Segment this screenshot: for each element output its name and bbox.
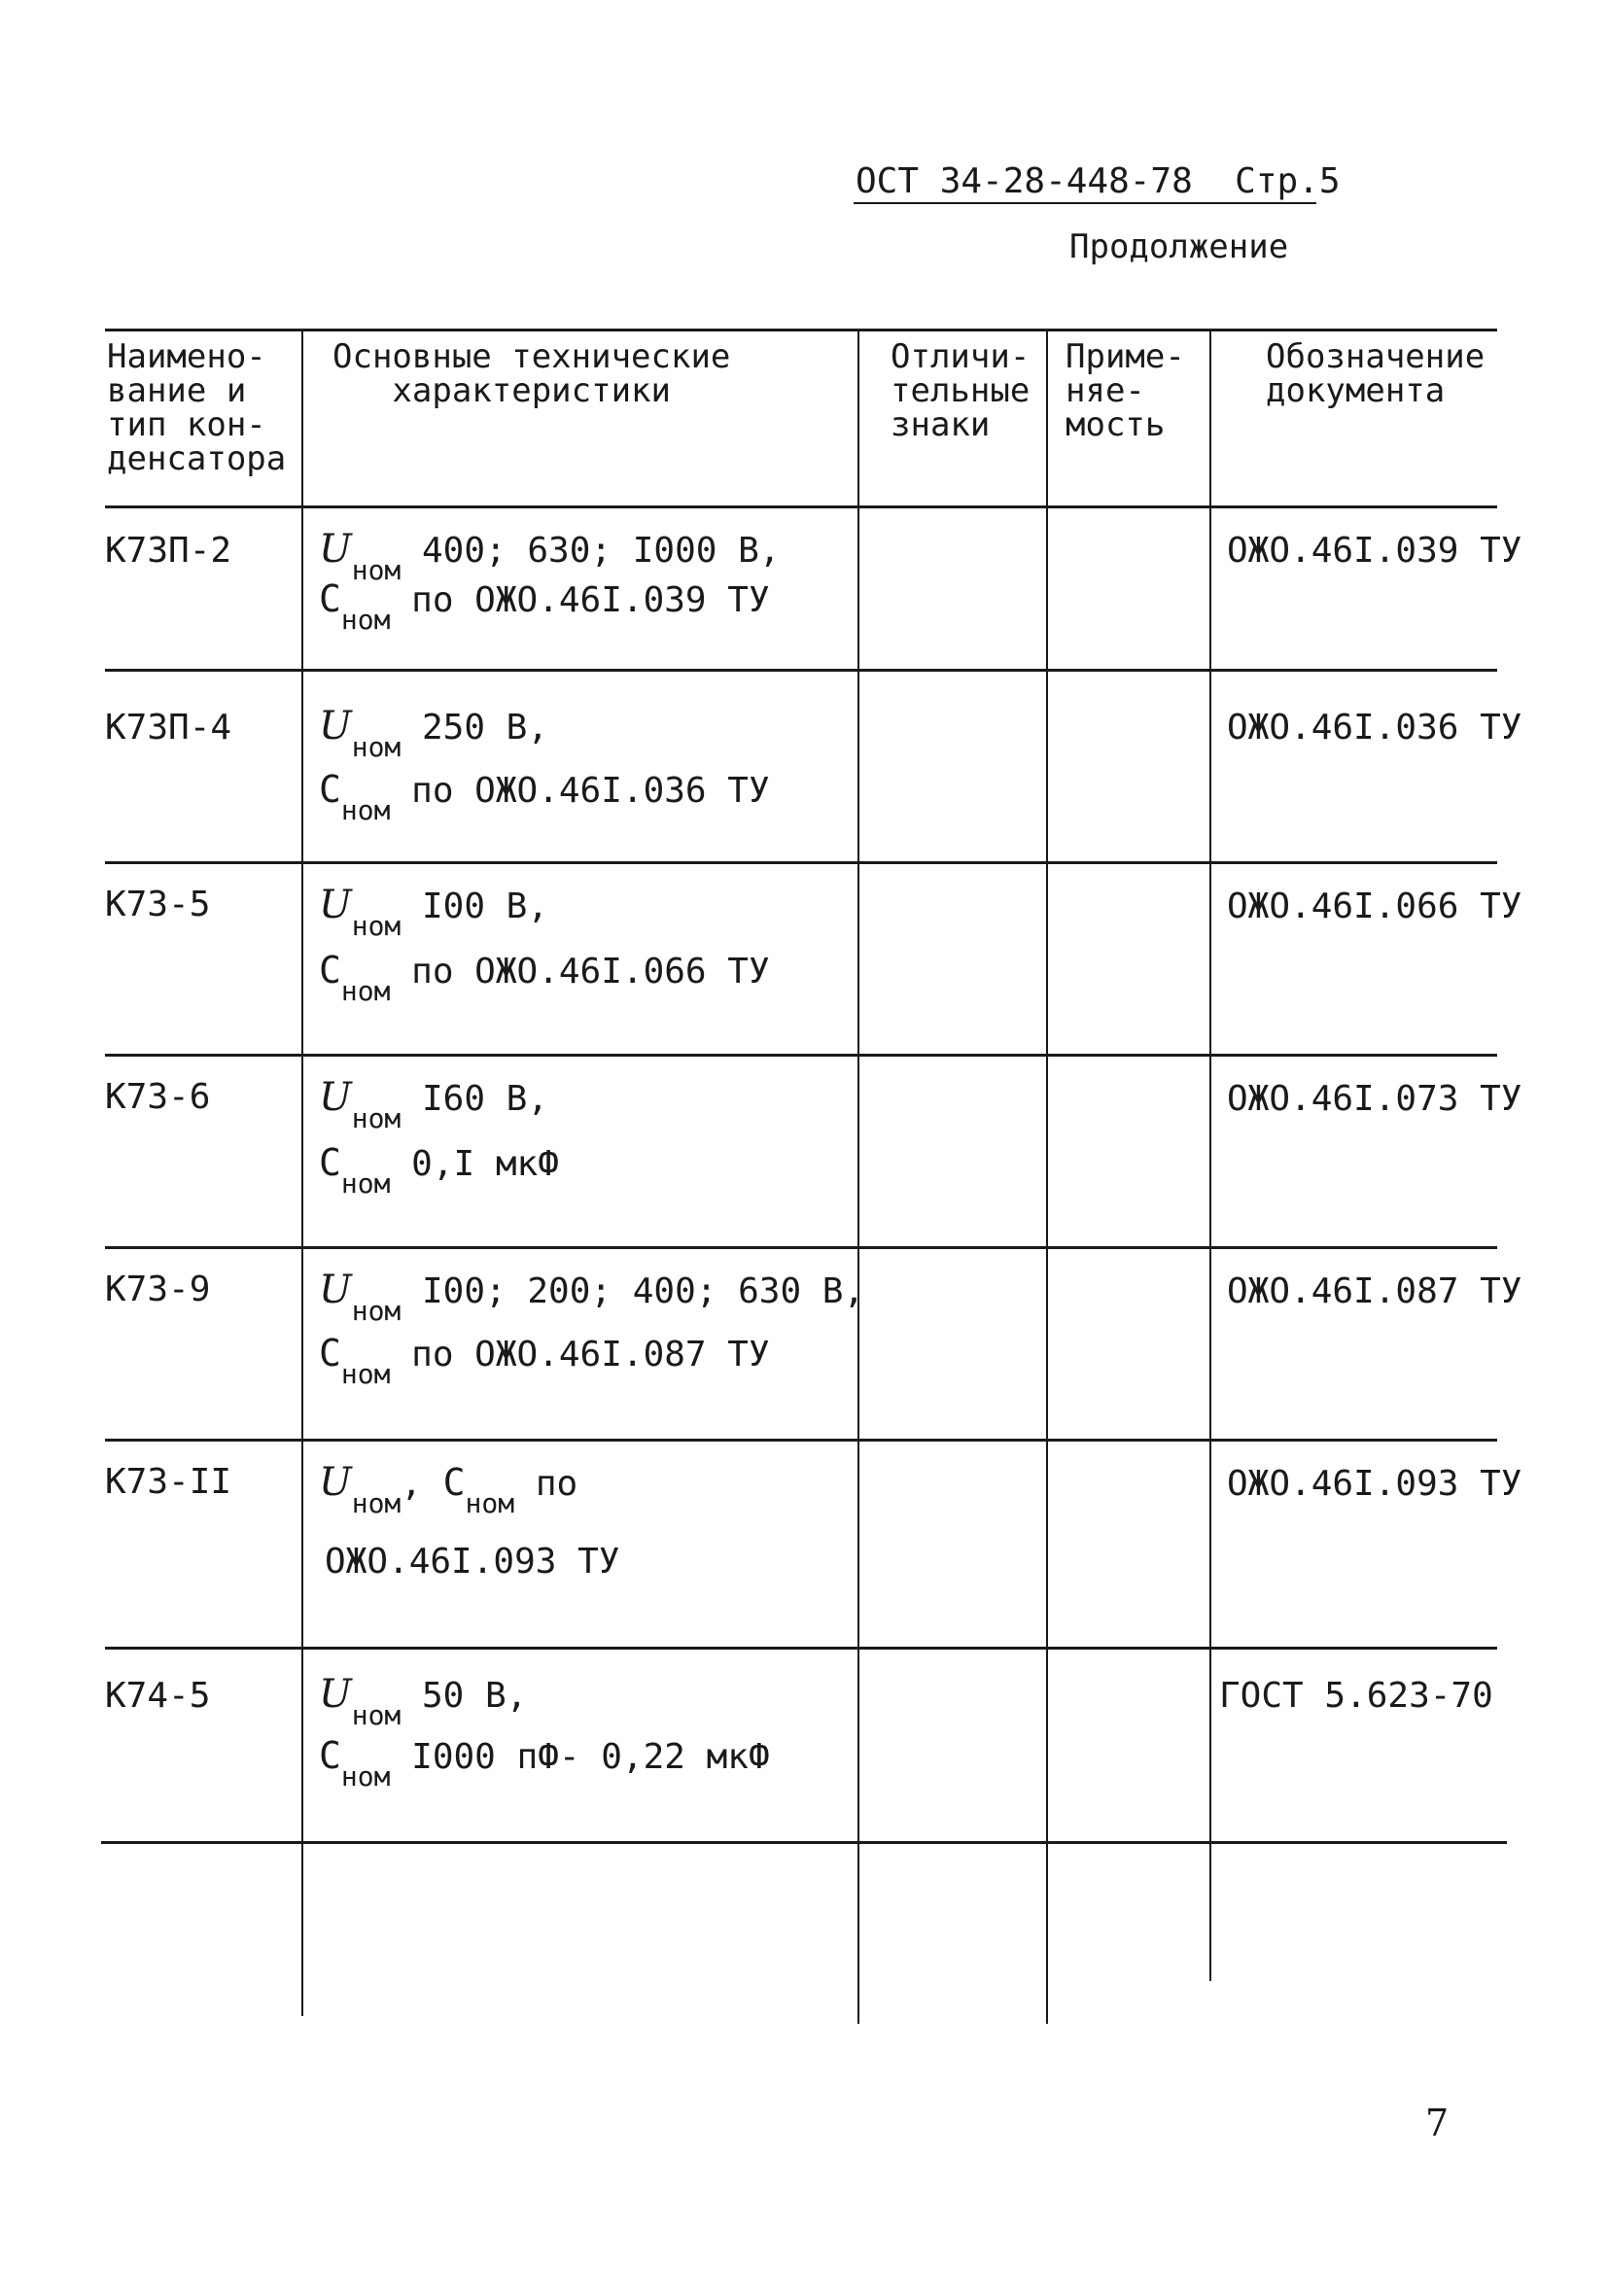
voltage-value: 50 В, xyxy=(421,1676,528,1716)
row-rule xyxy=(105,1439,1497,1442)
voltage-symbol: U xyxy=(319,704,352,748)
capacitance-spec xyxy=(319,1734,770,1792)
col-header-name: Наимено- вание и тип кон- денсатора xyxy=(107,337,287,478)
column-divider xyxy=(857,329,859,2024)
subscript-nom: ном xyxy=(340,1167,391,1200)
capacitance-symbol: С xyxy=(442,1461,466,1504)
capacitor-type: К73-6 xyxy=(105,1077,211,1117)
subscript-nom: ном xyxy=(351,910,402,942)
voltage-symbol: U xyxy=(319,1460,352,1505)
col-header-marks: Отличи- тельные знаки xyxy=(891,337,1031,444)
document-ref: ОЖО.46I.066 ТУ xyxy=(1227,887,1522,926)
document-ref: ОЖО.46I.039 ТУ xyxy=(1227,531,1522,571)
subscript-nom: ном xyxy=(340,604,391,636)
capacitance-value: I000 пФ- 0,22 мкФ xyxy=(411,1737,770,1777)
capacitance-value: по xyxy=(535,1464,578,1504)
header-bottom-rule xyxy=(105,505,1497,508)
capacitor-type: К73-5 xyxy=(105,885,211,924)
column-divider xyxy=(1046,329,1048,2024)
subscript-nom: ном xyxy=(351,1699,402,1731)
capacitance-value: 0,I мкФ xyxy=(411,1144,559,1184)
document-ref: ОЖО.46I.093 ТУ xyxy=(1227,1464,1522,1504)
subscript-nom: ном xyxy=(340,1760,391,1792)
capacitor-type: К73П-2 xyxy=(105,531,232,571)
voltage-symbol: U xyxy=(319,1268,352,1312)
capacitance-symbol: С xyxy=(319,949,341,991)
subscript-nom: ном xyxy=(351,1487,402,1519)
voltage-value: , xyxy=(401,1464,443,1504)
row-rule xyxy=(105,1054,1497,1057)
subscript-nom: ном xyxy=(465,1487,515,1519)
capacitance-symbol: С xyxy=(319,768,341,811)
voltage-spec xyxy=(319,704,549,763)
row-rule xyxy=(101,1841,1507,1844)
capacitance-spec xyxy=(319,577,770,636)
capacitance-symbol: С xyxy=(319,1734,341,1777)
continuation-label: Продолжение xyxy=(1069,227,1289,266)
voltage-spec xyxy=(319,1268,865,1327)
voltage-symbol: U xyxy=(319,1672,352,1717)
voltage-spec xyxy=(319,527,781,586)
row-rule xyxy=(105,1246,1497,1249)
capacitor-type: К74-5 xyxy=(105,1676,211,1716)
voltage-value: 250 В, xyxy=(421,708,549,748)
capacitance-spec xyxy=(319,949,770,1007)
document-ref: ОЖО.46I.087 ТУ xyxy=(1227,1271,1522,1311)
header-underline xyxy=(854,202,1316,204)
table-top-rule xyxy=(105,329,1497,331)
subscript-nom: ном xyxy=(351,1102,402,1134)
capacitor-type: К73-II xyxy=(105,1462,232,1502)
page-label: Стр.5 xyxy=(1235,161,1341,201)
capacitance-symbol: С xyxy=(319,1332,341,1374)
row-rule xyxy=(105,1647,1497,1650)
document-ref: ОЖО.46I.036 ТУ xyxy=(1227,708,1522,748)
capacitance-spec: ОЖО.46I.093 ТУ xyxy=(325,1542,620,1582)
capacitance-value: по ОЖО.46I.066 ТУ xyxy=(411,952,770,991)
voltage-value: I00 В, xyxy=(421,887,549,926)
subscript-nom: ном xyxy=(351,731,402,763)
doc-ref: ОСТ 34-28-448-78 xyxy=(856,161,1193,201)
voltage-spec xyxy=(319,1672,528,1731)
voltage-spec xyxy=(319,883,549,942)
col-header-applicability: Приме- няе- мость xyxy=(1066,337,1185,444)
voltage-symbol: U xyxy=(319,1075,352,1120)
capacitor-type: К73-9 xyxy=(105,1270,211,1309)
capacitance-spec xyxy=(319,1141,559,1200)
col-header-specs: Основные технические характеристики xyxy=(332,337,731,410)
page-number: 7 xyxy=(1425,2102,1450,2144)
column-divider xyxy=(301,329,303,2016)
row-rule xyxy=(105,861,1497,864)
voltage-spec xyxy=(319,1460,578,1519)
capacitance-spec xyxy=(319,768,770,826)
capacitance-spec xyxy=(319,1332,770,1390)
subscript-nom: ном xyxy=(351,554,402,586)
capacitance-value: по ОЖО.46I.087 ТУ xyxy=(411,1335,770,1374)
column-divider xyxy=(1209,329,1211,1981)
voltage-value: I60 В, xyxy=(421,1079,549,1119)
voltage-value: I00; 200; 400; 630 В, xyxy=(421,1271,865,1311)
capacitance-symbol: С xyxy=(319,1141,341,1184)
subscript-nom: ном xyxy=(340,975,391,1007)
capacitance-value: по ОЖО.46I.039 ТУ xyxy=(411,580,770,620)
subscript-nom: ном xyxy=(351,1295,402,1327)
row-rule xyxy=(105,669,1497,672)
document-ref: ГОСТ 5.623-70 xyxy=(1219,1676,1493,1716)
subscript-nom: ном xyxy=(340,794,391,826)
col-header-document: Обозначение документа xyxy=(1266,337,1486,410)
voltage-symbol: U xyxy=(319,883,352,927)
capacitor-type: К73П-4 xyxy=(105,708,232,748)
doc-header xyxy=(856,161,1341,201)
voltage-spec xyxy=(319,1075,549,1134)
capacitance-value: по ОЖО.46I.036 ТУ xyxy=(411,771,770,811)
voltage-value: 400; 630; I000 В, xyxy=(421,531,781,571)
voltage-symbol: U xyxy=(319,527,352,572)
capacitance-symbol: С xyxy=(319,577,341,620)
document-ref: ОЖО.46I.073 ТУ xyxy=(1227,1079,1522,1119)
subscript-nom: ном xyxy=(340,1358,391,1390)
